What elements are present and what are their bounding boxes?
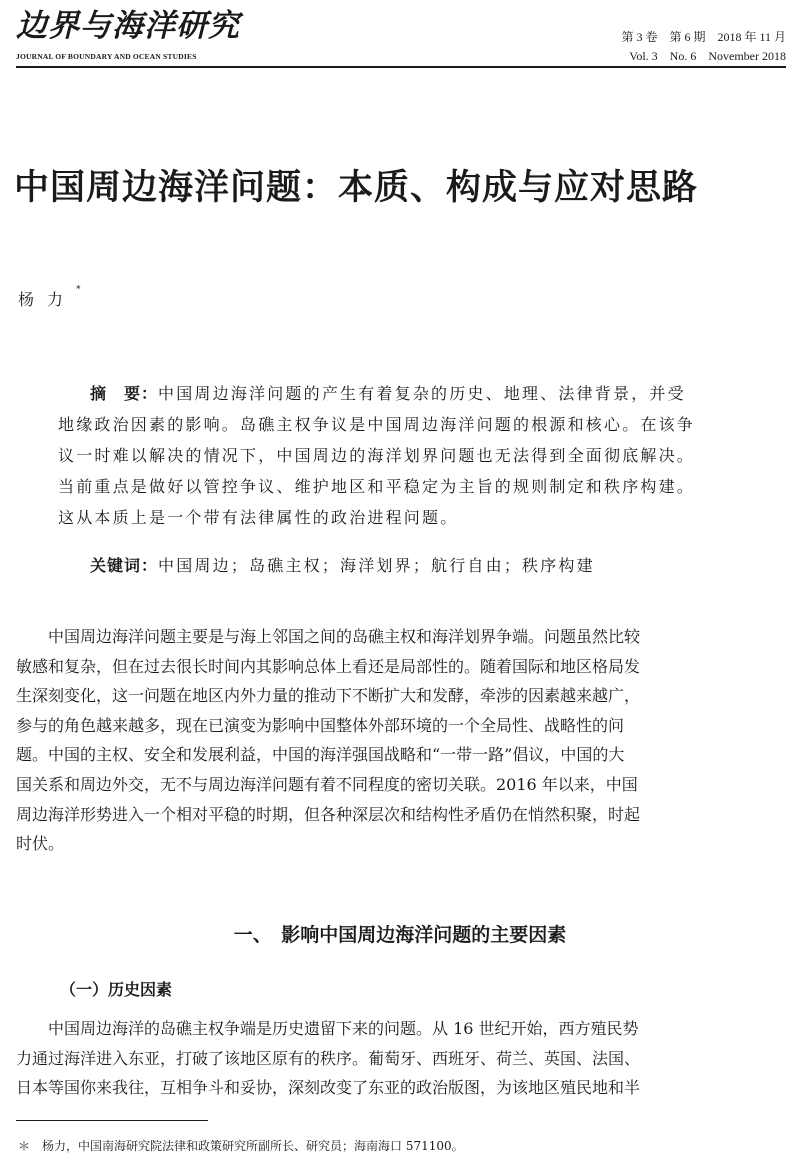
issue-info-cn: 第 3 卷 第 6 期 2018 年 11 月 [621, 30, 786, 44]
journal-header [16, 6, 786, 68]
paragraph-line: 中国周边海洋的岛礁主权争端是历史遗留下来的问题。从 16 世纪开始，西方殖民势 [16, 1019, 639, 1038]
author-footnote-mark: * [76, 285, 81, 295]
author-footnote: ＊ 杨力，中国南海研究院法律和政策研究所副所长、研究员；海南海口 571100。 [18, 1139, 464, 1153]
footnote-rule [16, 1120, 208, 1121]
abstract-label: 摘 要： [90, 384, 159, 403]
abstract-line: 摘 要：中国周边海洋问题的产生有着复杂的历史、地理、法律背景，并受 [90, 384, 686, 403]
intro-paragraph [16, 622, 786, 859]
abstract-line: 当前重点是做好以管控争议、维护地区和平稳定为主旨的规则制定和秩序构建。 [58, 477, 696, 496]
paragraph-line: 生深刻变化，这一问题在地区内外力量的推动下不断扩大和发酵，牵涉的因素越来越广， [16, 686, 641, 706]
header-rule [16, 66, 786, 68]
abstract [58, 378, 748, 533]
keywords-label: 关键词： [90, 556, 159, 575]
paragraph-line: 国关系和周边外交，无不与周边海洋问题有着不同程度的密切关联。2016 年以来，中国 [16, 774, 638, 794]
abstract-line: 地缘政治因素的影响。岛礁主权争议是中国周边海洋问题的根源和核心。在该争 [58, 415, 696, 434]
article-title: 中国周边海洋问题：本质、构成与应对思路 [14, 168, 699, 208]
paragraph-line: 题。中国的主权、安全和发展利益，中国的海洋强国战略和“一带一路”倡议，中国的大 [16, 745, 625, 765]
keywords-list: 中国周边；岛礁主权；海洋划界；航行自由；秩序构建 [158, 556, 595, 575]
author-name: 杨力 [18, 290, 77, 309]
paragraph-line: 参与的角色越来越多，现在已演变为影响中国整体外部环境的一个全局性、战略性的问 [16, 715, 625, 735]
journal-english-name: JOURNAL OF BOUNDARY AND OCEAN STUDIES [16, 52, 197, 61]
paragraph-line: 周边海洋形势进入一个相对平稳的时期，但各种深层次和结构性矛盾仍在悄然积聚，时起 [16, 804, 641, 824]
paragraph-line: 时伏。 [16, 834, 65, 854]
issue-info-en: Vol. 3 No. 6 November 2018 [629, 49, 786, 63]
paragraph-line: 日本等国你来我往，互相争斗和妥协，深刻改变了东亚的政治版图，为该地区殖民地和半 [16, 1078, 641, 1098]
abstract-line: 这从本质上是一个带有法律属性的政治进程问题。 [58, 508, 459, 527]
paragraph-line: 中国周边海洋问题主要是与海上邻国之间的岛礁主权和海洋划界争端。问题虽然比较 [16, 627, 641, 646]
keywords [58, 553, 595, 576]
paragraph-line: 敏感和复杂，但在过去很长时间内其影响总体上看还是局部性的。随着国际和地区格局发 [16, 656, 641, 676]
author [18, 287, 81, 310]
section-heading: 一、 影响中国周边海洋问题的主要因素 [233, 924, 567, 946]
subsection-heading: （一）历史因素 [60, 980, 173, 999]
journal-logo: 边界与海洋研究 [16, 8, 240, 44]
paragraph-line: 力通过海洋进入东亚，打破了该地区原有的秩序。葡萄牙、西班牙、荷兰、英国、法国、 [16, 1048, 641, 1068]
abstract-line: 议一时难以解决的情况下，中国周边的海洋划界问题也无法得到全面彻底解决。 [58, 446, 696, 465]
section-paragraph [16, 1014, 786, 1103]
